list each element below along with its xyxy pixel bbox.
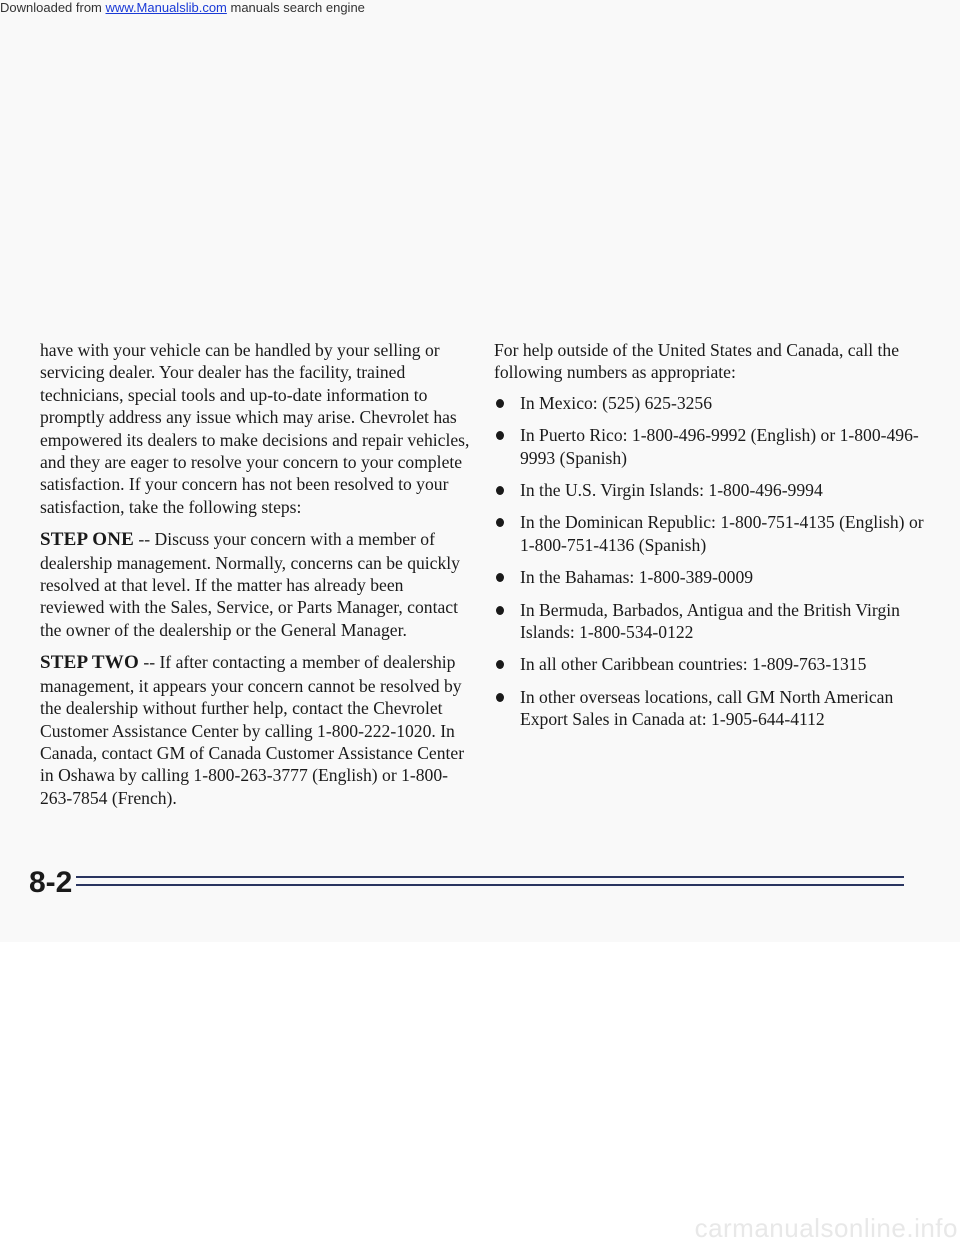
page-number: 8-2 (29, 866, 73, 899)
list-item (494, 566, 930, 588)
step-two-paragraph (40, 651, 470, 809)
international-contact-list (494, 392, 930, 731)
step-two-text: -- If after contacting a member of dealership management, it appears your concern cannot be resolved by the dealership without further help, contact the Chevrolet Customer Assistance Center by calling 1-800-222-1020. In Canada, contact GM of Canada Customer Assistance Center in Oshawa by calling 1-800-263-3777 (English) or 1-800-263-7854 (French). (40, 652, 465, 808)
list-item (494, 599, 930, 644)
list-item-text: In the Dominican Republic: 1-800-751-4135 (English) or 1-800-751-4136 (Spanish) (520, 512, 924, 555)
bullet-icon (496, 606, 504, 615)
list-item-text: In the Bahamas: 1-800-389-0009 (520, 567, 754, 588)
left-column (40, 339, 470, 819)
list-item-text: In Mexico: (525) 625-3256 (520, 392, 713, 413)
step-two-label: STEP TWO (40, 652, 139, 674)
list-item (494, 424, 930, 469)
list-item (494, 479, 930, 501)
list-item (494, 653, 930, 675)
bullet-icon (496, 660, 504, 669)
list-item-text: In all other Caribbean countries: 1-809-763-1315 (520, 654, 867, 675)
list-item (494, 686, 930, 731)
international-intro: For help outside of the United States and Canada, call the following numbers as appropriate: (494, 340, 900, 383)
site-watermark: carmanualsonline.info (694, 1213, 958, 1243)
bullet-icon (496, 573, 504, 582)
list-item-text: In Bermuda, Barbados, Antigua and the British Virgin Islands: 1-800-534-0122 (520, 599, 900, 643)
bullet-icon (496, 399, 504, 408)
list-item-text: In Puerto Rico: 1-800-496-9992 (English) or 1-800-496-9993 (Spanish) (520, 425, 919, 468)
right-column (494, 339, 930, 741)
bullet-icon (496, 518, 504, 527)
list-item (494, 511, 930, 556)
bullet-icon (496, 693, 504, 702)
bullet-icon (496, 431, 504, 440)
list-item-text: In other overseas locations, call GM North American Export Sales in Canada at: 1-905-644-4112 (520, 686, 894, 730)
download-watermark (0, 0, 365, 15)
watermark-suffix: manuals search engine (226, 0, 365, 15)
step-one-text: -- Discuss your concern with a member of dealership management. Normally, concerns can be quickly resolved at that level. If the matter has already been reviewed with the Sales, Service, or Parts Manager, contact the owner of the dealership or the General Manager. (40, 529, 460, 640)
step-one-label: STEP ONE (40, 529, 134, 551)
manualslib-link[interactable]: www.Manualslib.com (105, 0, 227, 15)
list-item (494, 392, 930, 414)
bullet-icon (496, 486, 504, 495)
footer-divider (76, 876, 904, 886)
list-item-text: In the U.S. Virgin Islands: 1-800-496-9994 (520, 480, 823, 501)
watermark-prefix: Downloaded from (0, 0, 106, 15)
step-one-paragraph (40, 528, 470, 641)
intro-paragraph: have with your vehicle can be handled by your selling or servicing dealer. Your dealer has the facility, trained technicians, special tools and up-to-date information to promptly address any issue which may arise. Chevrolet has empowered its dealers to make decisions and repair vehicles, and they are eager to resolve your concern to your complete satisfaction. If your concern has not been resolved to your satisfaction, take the following steps: (40, 340, 470, 517)
